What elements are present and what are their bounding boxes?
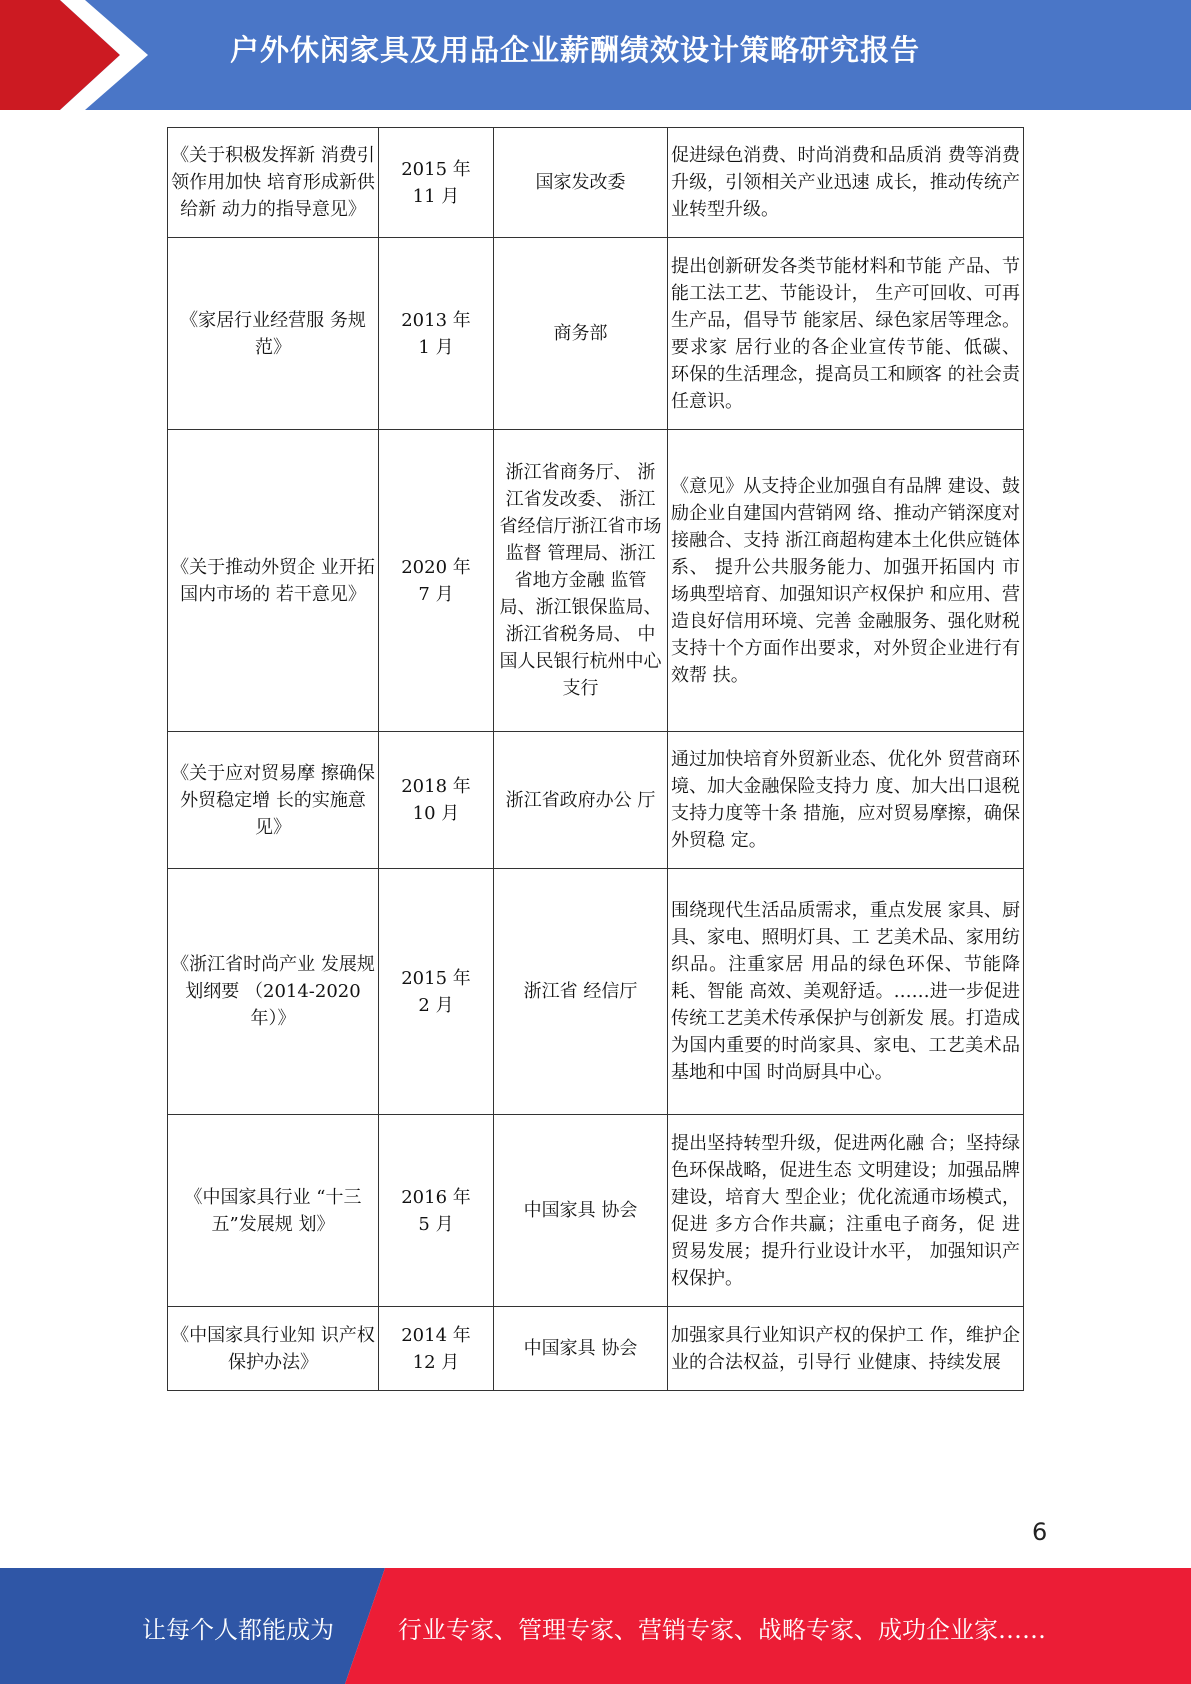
policy-date-cell: [379, 430, 494, 732]
date-month: 2 月: [418, 994, 454, 1016]
policy-desc-cell: 促进绿色消费、时尚消费和品质消 费等消费升级，引领相关产业迅速 成长，推动传统产业转型升级。: [668, 128, 1024, 238]
header-arrow-graphic: [0, 0, 240, 110]
date-year: 2018 年: [401, 776, 471, 797]
footer-slogan-right: 行业专家、管理专家、营销专家、战略专家、成功企业家……: [398, 1616, 1046, 1644]
report-title: 户外休闲家具及用品企业薪酬绩效设计策略研究报告: [230, 33, 921, 67]
policy-name-cell: 《关于应对贸易摩 擦确保外贸稳定增 长的实施意见》: [168, 732, 379, 869]
date-year: 2014 年: [401, 1324, 471, 1346]
policy-date-cell: [379, 869, 494, 1115]
policy-dept-cell: 中国家具 协会: [494, 1307, 668, 1391]
date-year: 2015 年: [401, 158, 471, 180]
date-year: 2013 年: [401, 309, 471, 331]
policy-date-cell: [379, 238, 494, 430]
policy-date-cell: [379, 1115, 494, 1307]
policy-name-cell: 《浙江省时尚产业 发展规划纲要 （2014-2020 年）》: [168, 869, 379, 1115]
table-row: [168, 1307, 1024, 1391]
policy-name-cell: 《关于推动外贸企 业开拓国内市场的 若干意见》: [168, 430, 379, 732]
date-month: 5 月: [418, 1213, 454, 1235]
policy-dept-cell: 浙江省 经信厅: [494, 869, 668, 1115]
policy-name-cell: 《关于积极发挥新 消费引领作用加快 培育形成新供给新 动力的指导意见》: [168, 128, 379, 238]
policy-table: [167, 127, 1024, 1391]
policy-desc-cell: 围绕现代生活品质需求，重点发展 家具、厨具、家电、照明灯具、工 艺美术品、家用纺织品。注重家居 用品的绿色环保、节能降耗、智能 高效、美观舒适。……进一步促进 传统工艺美术传承保护与创新发 展。打造成为国内重要的时尚家具、家电、工艺美术品基地和中国 时尚厨具中心。: [668, 869, 1024, 1115]
policy-dept-cell: 国家发改委: [494, 128, 668, 238]
policy-date-cell: [379, 732, 494, 869]
policy-desc-cell: 《意见》从支持企业加强自有品牌 建设、鼓励企业自建国内营销网 络、推动产销深度对接融合、支持 浙江商超构建本土化供应链体系、 提升公共服务能力、加强开拓国内 市场典型培育、加强知识产权保护 和应用、营造良好信用环境、完善 金融服务、强化财税支持十个方面作出要求，对外贸企业进行有效帮 扶。: [668, 430, 1024, 732]
table-row: [168, 1115, 1024, 1307]
table-row: [168, 128, 1024, 238]
page-number: 6: [1032, 1518, 1048, 1546]
policy-desc-cell: 提出创新研发各类节能材料和节能 产品、节能工法工艺、节能设计， 生产可回收、可再生产品，倡导节 能家居、绿色家居等理念。要求家 居行业的各企业宣传节能、低碳、 环保的生活理念，提高员工和顾客 的社会责任意识。: [668, 238, 1024, 430]
policy-dept-cell: 浙江省政府办公 厅: [494, 732, 668, 869]
date-year: 2015 年: [401, 967, 471, 989]
date-month: 7 月: [418, 583, 454, 605]
date-month: 10 月: [412, 803, 460, 824]
page-footer: [0, 1568, 1191, 1684]
table-row: [168, 430, 1024, 732]
date-month: 12 月: [412, 1351, 460, 1373]
policy-desc-cell: 加强家具行业知识产权的保护工 作，维护企业的合法权益，引导行 业健康、持续发展: [668, 1307, 1024, 1391]
date-year: 2020 年: [401, 556, 471, 578]
table-row: [168, 238, 1024, 430]
table-row: [168, 732, 1024, 869]
date-month: 11 月: [412, 185, 460, 207]
footer-slogan-left: 让每个人都能成为: [142, 1616, 334, 1644]
policy-dept-cell: 中国家具 协会: [494, 1115, 668, 1307]
policy-name-cell: 《家居行业经营服 务规范》: [168, 238, 379, 430]
policy-dept-cell: 浙江省商务厅、 浙江省发改委、 浙江省经信厅浙江省市场监督 管理局、浙江省地方金融 监管局、浙江银保监局、 浙江省税务局、 中国人民银行杭州中心支行: [494, 430, 668, 732]
date-month: 1 月: [418, 336, 454, 358]
page-header: [0, 0, 1191, 110]
policy-name-cell: 《中国家具行业知 识产权保护办法》: [168, 1307, 379, 1391]
policy-desc-cell: 通过加快培育外贸新业态、优化外 贸营商环境、加大金融保险支持力 度、加大出口退税支持力度等十条 措施，应对贸易摩擦，确保外贸稳 定。: [668, 732, 1024, 869]
policy-dept-cell: 商务部: [494, 238, 668, 430]
policy-date-cell: [379, 128, 494, 238]
policy-desc-cell: 提出坚持转型升级，促进两化融 合；坚持绿色环保战略，促进生态 文明建设；加强品牌建设，培育大 型企业；优化流通市场模式，促进 多方合作共赢；注重电子商务，促 进贸易发展；提升行业设计水平， 加强知识产权保护。: [668, 1115, 1024, 1307]
table-row: [168, 869, 1024, 1115]
policy-date-cell: [379, 1307, 494, 1391]
date-year: 2016 年: [401, 1186, 471, 1208]
policy-name-cell: 《中国家具行业 “十三五”发展规 划》: [168, 1115, 379, 1307]
